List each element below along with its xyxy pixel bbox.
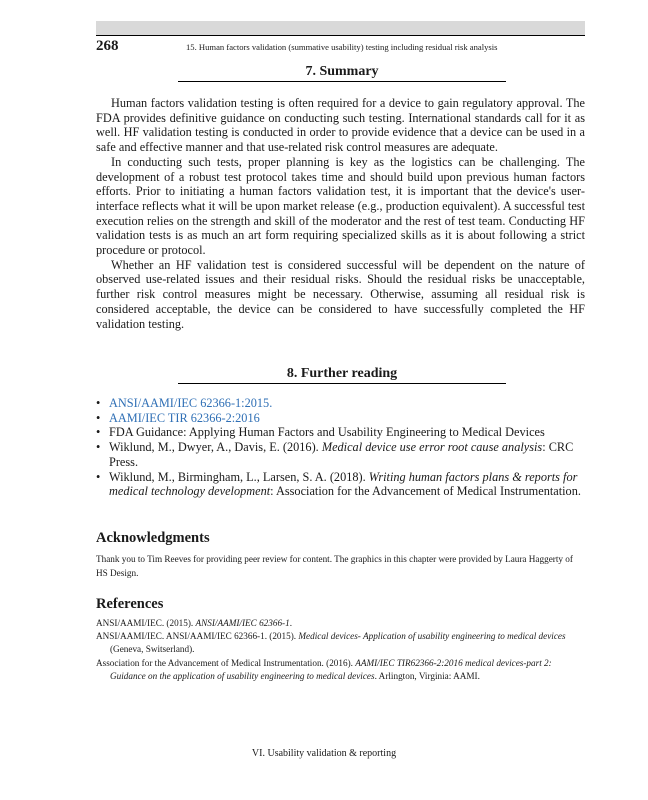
further-reading-item[interactable] xyxy=(96,396,585,411)
reading-publisher: : Association for the Advancement of Medical Instrumentation. xyxy=(270,484,581,499)
reference-item xyxy=(96,630,585,656)
header-rule xyxy=(96,35,585,36)
further-reading-item xyxy=(96,470,585,499)
summary-paragraph: Whether an HF validation test is considered successful will be dependent on the nature of observed use-related issues and their residual risks. Should the residual risks be unacceptable, further risk control measures might be necessary. Otherwise, assuming all residual risk is considered acceptable, the device can be considered to have successfully completed the HF validation testing. xyxy=(96,257,585,331)
acknowledgments-text: Thank you to Tim Reeves for providing peer review for content. The graphics in this chapter were provided by Laura Haggerty of HS Design. xyxy=(96,554,573,578)
reference-title: AAMI/IEC TIR62366-2:2016 medical devices-part 2: Guidance on the application of usability engineering to medical devices xyxy=(110,657,552,681)
further-reading-title-rule xyxy=(178,383,506,384)
header-bar xyxy=(96,21,585,35)
reading-title: Medical device use error root cause analysis xyxy=(321,440,543,455)
summary-body xyxy=(96,96,585,331)
reference-source: ANSI/AAMI/IEC. ANSI/AAMI/IEC 62366-1. (2015). xyxy=(96,631,299,642)
further-reading-item[interactable] xyxy=(96,411,585,426)
summary-title-rule xyxy=(178,81,506,82)
reading-publisher: : CRC Press. xyxy=(109,440,574,469)
references-heading: References xyxy=(96,596,164,612)
reading-authors: Wiklund, M., Birmingham, L., Larsen, S. A. (2018). xyxy=(109,469,369,484)
reference-item xyxy=(96,657,585,683)
reference-source: ANSI/AAMI/IEC. (2015). xyxy=(96,618,196,628)
reference-tail: (Geneva, Switserland). xyxy=(110,644,195,655)
page-number: 268 xyxy=(96,38,119,54)
summary-paragraph: Human factors validation testing is often required for a device to gain regulatory approval. The FDA provides definitive guidance on conducting such testing. International standards call for it as well. HF validation testing is conducted in order to provide evidence that a device can be used in a safe and effective manner and that use-related risk control measures are adequate. xyxy=(96,96,585,155)
further-reading-item xyxy=(96,425,585,440)
reference-tail: . xyxy=(289,618,292,628)
page-footer: VI. Usability validation & reporting xyxy=(251,748,397,759)
standard-link[interactable]: ANSI/AAMI/IEC 62366-1:2015. xyxy=(109,396,273,410)
summary-title: 7. Summary xyxy=(305,64,379,79)
further-reading-title: 8. Further reading xyxy=(286,366,398,381)
reference-title: Medical devices- Application of usability engineering to medical devices xyxy=(298,631,566,642)
summary-paragraph: In conducting such tests, proper planning is key as the logistics can be challenging. The development of a robust test protocol takes time and should build upon previous human factors efforts. Prior to initiating a human factors validation test, it is important that the device's user-interface reflects what it will be upon market release (e.g., production equivalent). A successful test execution relies on the strength and skill of the moderator and the rest of test team. Conducting HF validation tests is as much an art form requiring specialized skills as it is about following a strict procedure or protocol. xyxy=(96,154,585,258)
running-head: 15. Human factors validation (summative usability) testing including residual risk analysis xyxy=(186,42,498,52)
acknowledgments-heading: Acknowledgments xyxy=(96,530,210,546)
reference-title: ANSI/AAMI/IEC 62366-1 xyxy=(195,618,290,628)
reference-item xyxy=(96,617,585,630)
reading-title: Writing human factors plans & reports for medical technology development xyxy=(109,469,578,499)
reading-text: FDA Guidance: Applying Human Factors and Usability Engineering to Medical Devices xyxy=(109,425,545,440)
further-reading-item xyxy=(96,440,585,469)
reading-authors: Wiklund, M., Dwyer, A., Davis, E. (2016). xyxy=(109,440,322,455)
further-reading-list xyxy=(96,396,585,499)
standard-link[interactable]: AAMI/IEC TIR 62366-2:2016 xyxy=(109,410,260,425)
references-list xyxy=(96,617,585,683)
reference-tail: . Arlington, Virginia: AAMI. xyxy=(374,670,480,681)
reference-source: Association for the Advancement of Medical Instrumentation. (2016). xyxy=(96,657,356,668)
